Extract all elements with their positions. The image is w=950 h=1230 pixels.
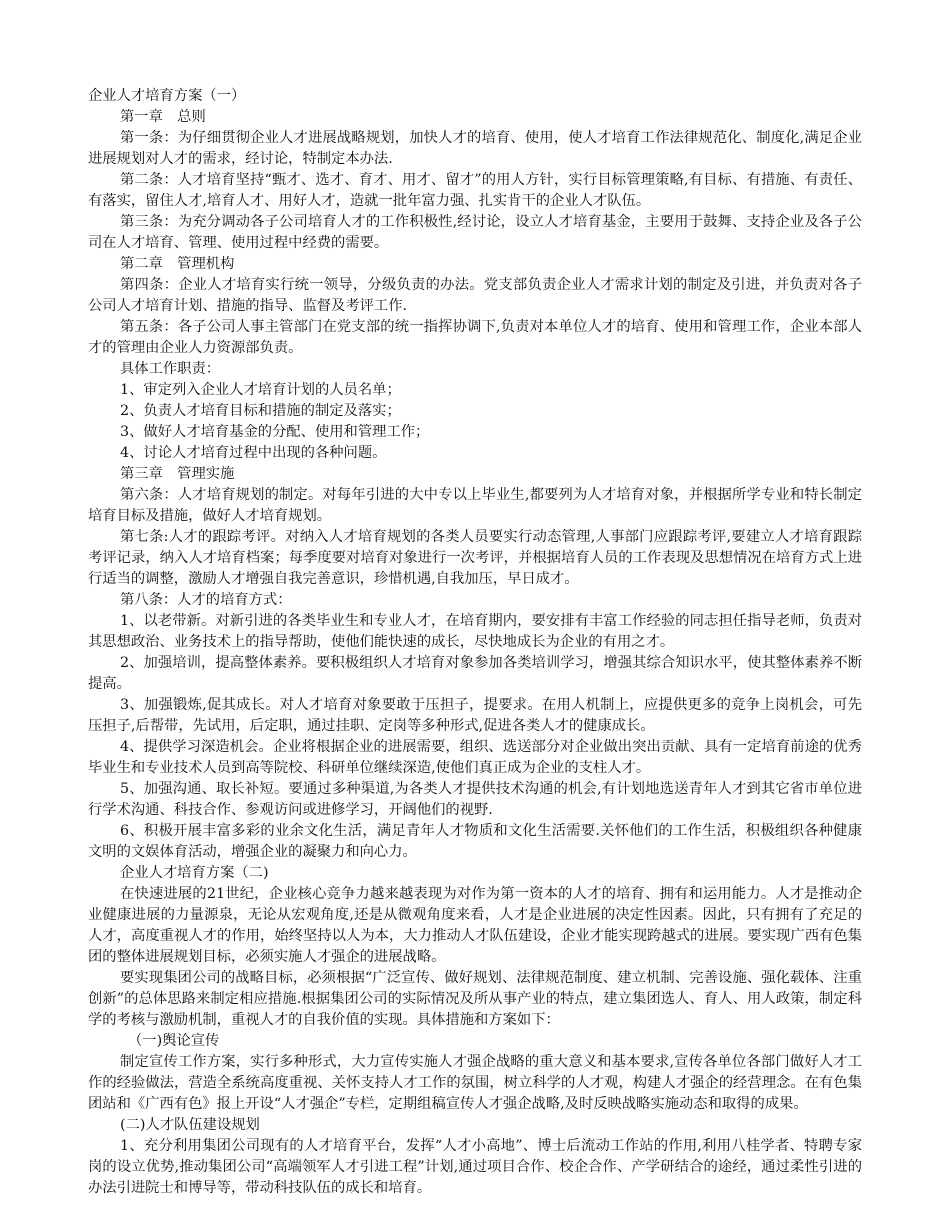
article-paragraph: 第三条：为充分调动各子公司培育人才的工作积极性,经讨论，设立人才培育基金，主要用于鼓舞、支持企业及各子公司在人才培育、管理、使用过程中经费的需要。 [88,214,862,251]
chapter-heading: 第一章 总则 [120,109,206,125]
chapter-heading: 第三章 管理实施 [120,466,235,482]
body-paragraph: 制定宣传工作方案，实行多种形式，大力宣传实施人才强企战略的重大意义和基本要求,宣传各单位各部门做好人才工作的经验做法，营造全系统高度重视、关怀支持人才工作的氛围，树立科学的人才观，构建人才强企的经营理念。在有色集团站和《广西有色》报上开设“人才强企”专栏，定期组稿宣传人才强企战略,及时反映战略实施动态和取得的成果。 [88,1054,862,1112]
list-item: 6、积极开展丰富多彩的业余文化生活，满足青年人才物质和文化生活需要.关怀他们的工作生活，积极组织各种健康文明的文娱体育活动，增强企业的凝聚力和向心力。 [88,823,862,860]
list-item: 2、负责人才培育目标和措施的制定及落实； [120,403,401,419]
list-item: 3、加强锻炼,促其成长。对人才培育对象要敢于压担子，提要求。在用人机制上，应提供更多的竞争上岗机会，可先压担子,后帮带，先试用，后定职，通过挂职、定岗等多种形式,促进各类人才的健康成长。 [88,697,862,734]
article-paragraph: 第六条：人才培育规划的制定。对每年引进的大中专以上毕业生,都要列为人才培育对象，并根据所学专业和特长制定培育目标及措施，做好人才培育规划。 [88,487,862,524]
subsection-heading: (二)人才队伍建设规划 [120,1117,260,1133]
article-paragraph: 第二条：人才培育坚持“甄才、选才、育才、用才、留才”的用人方针，实行目标管理策略,有目标、有措施、有责任、有落实，留住人才,培育人才、用好人才，造就一批年富力强、扎实肯干的企业人才队伍。 [88,172,862,209]
article-paragraph: 第八条：人才的培育方式： [120,592,292,608]
article-paragraph: 第四条：企业人才培育实行统一领导，分级负责的办法。党支部负责企业人才需求计划的制定及引进，并负责对各子公司人才培育计划、措施的指导、监督及考评工作. [88,277,862,314]
article-paragraph: 第一条：为仔细贯彻企业人才进展战略规划，加快人才的培育、使用，使人才培育工作法律规范化、制度化,满足企业进展规划对人才的需求，经讨论，特制定本办法. [88,130,862,167]
body-paragraph: 要实现集团公司的战略目标，必须根据“广泛宣传、做好规划、法律规范制度、建立机制、完善设施、强化载体、注重创新”的总体思路来制定相应措施.根据集团公司的实际情况及所从事产业的特点，建立集团选人、育人、用人政策，制定科学的考核与激励机制，重视人才的自我价值的实现。具体措施和方案如下： [88,970,862,1028]
article-paragraph: 第五条：各子公司人事主管部门在党支部的统一指挥协调下,负责对本单位人才的培育、使用和管理工作，企业本部人才的管理由企业人力资源部负责。 [88,319,862,356]
document-title: 企业人才培育方案（一） [88,88,246,104]
chapter-heading: 第二章 管理机构 [120,256,235,272]
section-label: 具体工作职责： [120,361,221,377]
list-item: 5、加强沟通、取长补短。要通过多种渠道,为各类人才提供技术沟通的机会,有计划地选送青年人才到其它省市单位进行学术沟通、科技合作、参观访问或进修学习，开阔他们的视野. [88,781,862,818]
list-item: 2、加强培训，提高整体素养。要积极组织人才培育对象参加各类培训学习，增强其综合知识水平，使其整体素养不断提高。 [88,655,862,692]
body-paragraph: 1、充分利用集团公司现有的人才培育平台，发挥“人才小高地”、博士后流动工作站的作用,利用八桂学者、特聘专家岗的设立优势,推动集团公司“高端领军人才引进工程”计划,通过项目合作、校企合作、产学研结合的途经，通过柔性引进的办法引进院士和博导等，带动科技队伍的成长和培育。 [88,1138,862,1196]
article-paragraph: 第七条:人才的跟踪考评。对纳入人才培育规划的各类人员要实行动态管理,人事部门应跟踪考评,要建立人才培育跟踪考评记录，纳入人才培育档案；每季度要对培育对象进行一次考评，并根据培育人员的工作表现及思想情况在培育方式上进行适当的调整，激励人才增强自我完善意识，珍惜机遇,自我加压，早日成才。 [88,529,862,587]
list-item: 4、讨论人才培育过程中出现的各种问题。 [120,445,387,461]
list-item: 1、审定列入企业人才培育计划的人员名单； [120,382,401,398]
subsection-heading: （一)舆论宣传 [128,1033,220,1049]
body-paragraph: 在快速进展的21世纪，企业核心竞争力越来越表现为对作为第一资本的人才的培育、拥有和运用能力。人才是推动企业健康进展的力量源泉，无论从宏观角度,还是从微观角度来看，人才是企业进展的决定性因素。因此，只有拥有了充足的人才，高度重视人才的作用，始终坚持以人为本，大力推动人才队伍建设，企业才能实现跨越式的进展。要实现广西有色集团的整体进展规划目标，必须实施人才强企的进展战略。 [88,886,862,965]
section-title: 企业人才培育方案（二) [120,865,269,881]
list-item: 1、以老带新。对新引进的各类毕业生和专业人才，在培育期内，要安排有丰富工作经验的同志担任指导老师，负责对其思想政治、业务技术上的指导帮助，使他们能快速的成长，尽快地成长为企业的有用之才。 [88,613,862,650]
list-item: 3、做好人才培育基金的分配、使用和管理工作； [120,424,430,440]
list-item: 4、提供学习深造机会。企业将根据企业的进展需要，组织、选送部分对企业做出突出贡献、具有一定培育前途的优秀毕业生和专业技术人员到高等院校、科研单位继续深造,使他们真正成为企业的支柱人才。 [88,739,862,776]
